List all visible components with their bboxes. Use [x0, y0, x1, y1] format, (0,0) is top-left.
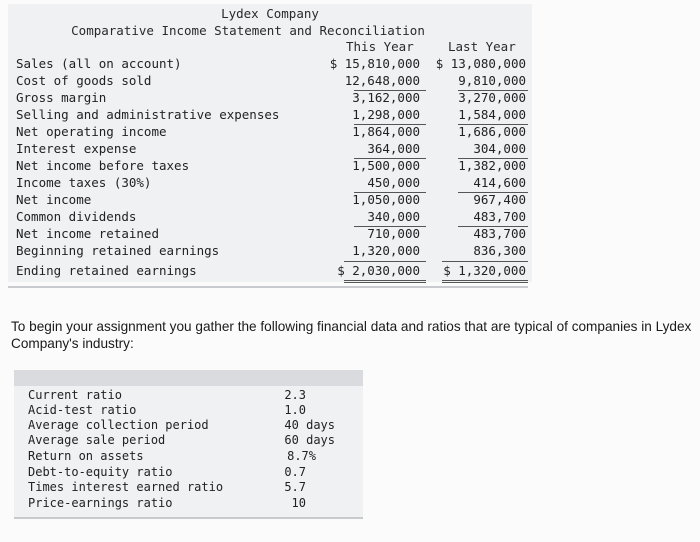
ratio-value: 40 days: [284, 418, 335, 432]
ratio-value: 60 days: [284, 433, 335, 447]
ratio-value: 8.7%: [287, 449, 316, 463]
row-label: Common dividends: [16, 209, 137, 224]
row-label: Cost of goods sold: [16, 73, 152, 88]
last-year-value: 483,700: [473, 209, 526, 224]
ratio-label: Average collection period: [28, 418, 209, 432]
table-row: [8, 209, 532, 226]
table-row: [8, 175, 532, 192]
row-label: Gross margin: [16, 90, 107, 105]
divider: [8, 286, 528, 288]
table-row-total: [8, 263, 532, 280]
last-year-value: 1,382,000: [458, 158, 526, 173]
table-row: [8, 124, 532, 141]
this-year-value: $ 2,030,000: [337, 263, 420, 278]
this-year-value: 710,000: [367, 226, 420, 241]
ratio-label: Price-earnings ratio: [28, 496, 173, 510]
this-year-value: 1,320,000: [352, 243, 420, 258]
ratio-value: 1.0: [284, 403, 306, 417]
ratio-value: 0.7: [284, 465, 306, 479]
ratio-label: Return on assets: [28, 449, 144, 463]
table-row: [8, 73, 532, 90]
table-row: [8, 56, 532, 73]
last-year-value: 836,300: [473, 243, 526, 258]
table-header-bar: [14, 370, 363, 386]
table-row: [8, 141, 532, 158]
last-year-value: $ 13,080,000: [435, 56, 526, 71]
this-year-value: 450,000: [367, 175, 420, 190]
table-row: [8, 243, 532, 260]
ratio-label: Average sale period: [28, 433, 166, 447]
row-label: Net income before taxes: [16, 158, 190, 173]
this-year-value: 364,000: [367, 141, 420, 156]
row-label: Ending retained earnings: [16, 263, 197, 278]
ratio-value: 2.3: [284, 388, 306, 402]
table-row: [8, 226, 532, 243]
last-year-value: 483,700: [473, 226, 526, 241]
ratio-value: 10: [291, 496, 306, 510]
industry-ratios-table: [14, 370, 363, 518]
this-year-value: 1,050,000: [352, 192, 420, 207]
ratio-label: Current ratio: [28, 388, 122, 402]
table-row: [14, 403, 363, 419]
table-row: [8, 158, 532, 175]
table-row: [14, 449, 363, 465]
table-row: [8, 90, 532, 107]
row-label: Sales (all on account): [16, 56, 182, 71]
this-year-value: 340,000: [367, 209, 420, 224]
last-year-value: 304,000: [473, 141, 526, 156]
table-row: [14, 418, 363, 434]
table-row: [8, 107, 532, 124]
row-label: Beginning retained earnings: [16, 243, 220, 258]
row-label: Net operating income: [16, 124, 167, 139]
col-last-year: Last Year: [448, 39, 516, 54]
ratio-label: Debt-to-equity ratio: [28, 465, 173, 479]
table-row: [14, 433, 363, 449]
ratio-value: 5.7: [284, 480, 306, 494]
table-row: [8, 192, 532, 209]
statement-title: Comparative Income Statement and Reconciliation: [71, 23, 425, 38]
col-this-year: This Year: [346, 39, 414, 54]
this-year-value: $ 15,810,000: [329, 56, 420, 71]
this-year-value: 12,648,000: [344, 73, 420, 88]
row-label: Income taxes (30%): [16, 175, 152, 190]
divider: [14, 517, 363, 519]
ratio-label: Times interest earned ratio: [28, 480, 224, 494]
last-year-value: 967,400: [473, 192, 526, 207]
this-year-value: 1,500,000: [352, 158, 420, 173]
last-year-value: 9,810,000: [458, 73, 526, 88]
last-year-value: 414,600: [473, 175, 526, 190]
intro-paragraph: To begin your assignment you gather the following financial data and ratios that are typical of companies in Lydex Company's industry:: [11, 319, 692, 351]
income-statement-table: [8, 4, 532, 282]
last-year-value: 1,686,000: [458, 124, 526, 139]
table-row: [14, 465, 363, 481]
company-name: Lydex Company: [221, 6, 319, 21]
row-label: Net income: [16, 192, 92, 207]
table-row: [14, 480, 363, 496]
row-label: Net income retained: [16, 226, 159, 241]
row-label: Interest expense: [16, 141, 137, 156]
last-year-value: 3,270,000: [458, 90, 526, 105]
table-row: [14, 496, 363, 512]
table-row: [14, 388, 363, 404]
last-year-value: 1,584,000: [458, 107, 526, 122]
this-year-value: 1,864,000: [352, 124, 420, 139]
last-year-value: $ 1,320,000: [443, 263, 526, 278]
ratio-label: Acid-test ratio: [28, 403, 137, 417]
row-label: Selling and administrative expenses: [16, 107, 280, 122]
this-year-value: 3,162,000: [352, 90, 420, 105]
this-year-value: 1,298,000: [352, 107, 420, 122]
